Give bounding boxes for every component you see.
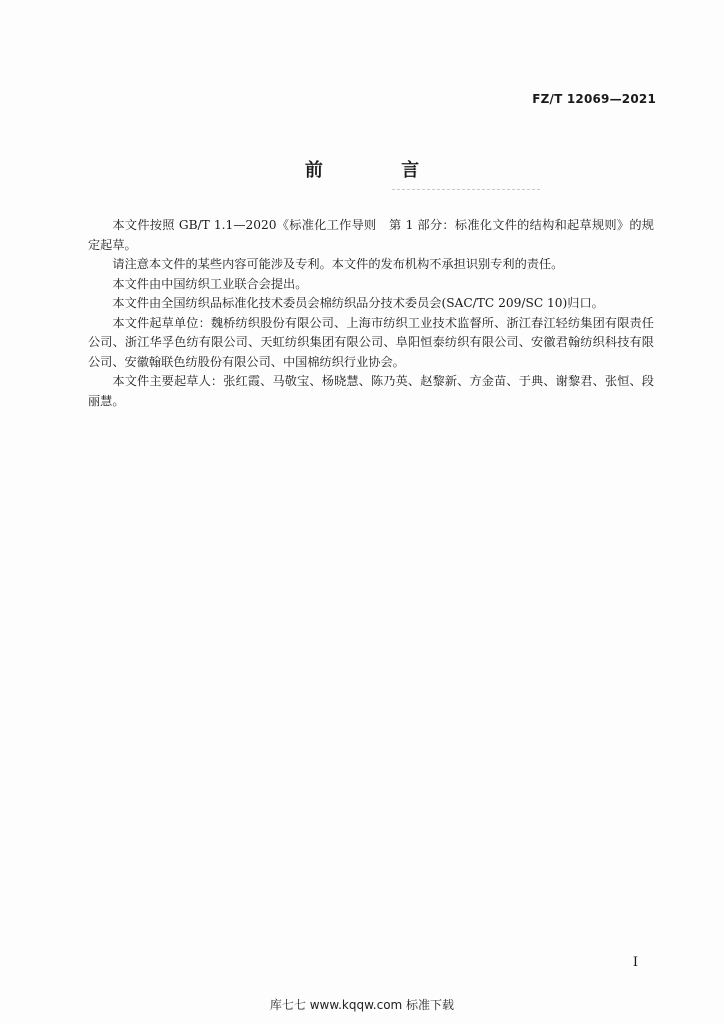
paragraph-drafting-units: 本文件起草单位：魏桥纺织股份有限公司、上海市纺织工业技术监督所、浙江春江轻纺集团有限责任公司、浙江华孚色纺有限公司、天虹纺织集团有限公司、阜阳恒泰纺织有限公司、安徽君翰纺织科技有限公司、安徽翰联色纺股份有限公司、中国棉纺织行业协会。 bbox=[88, 315, 654, 369]
download-watermark: 库七七 www.kqqw.com 标准下载 bbox=[269, 998, 455, 1012]
page-title: 前 言 bbox=[304, 160, 456, 181]
foreword-body bbox=[88, 216, 654, 411]
scan-artifact-line bbox=[392, 189, 540, 190]
page-number: I bbox=[632, 955, 638, 970]
paragraph-under-jurisdiction: 本文件由全国纺织品标准化技术委员会棉纺织品分技术委员会(SAC/TC 209/SC 10)归口。 bbox=[112, 296, 604, 310]
paragraph-patent-notice: 请注意本文件的某些内容可能涉及专利。本文件的发布机构不承担识别专利的责任。 bbox=[112, 257, 564, 271]
paragraph-main-drafters: 本文件主要起草人：张红霞、马敬宝、杨晓慧、陈乃英、赵黎新、方金苗、于典、谢黎君、张恒、段丽慧。 bbox=[88, 374, 654, 408]
paragraph-drafting-rules: 本文件按照 GB/T 1.1—2020《标准化工作导则 第 1 部分：标准化文件的结构和起草规则》的规定起草。 bbox=[88, 218, 654, 252]
paragraph-proposed-by: 本文件由中国纺织工业联合会提出。 bbox=[112, 276, 308, 291]
document-code: FZ/T 12069—2021 bbox=[532, 92, 656, 106]
